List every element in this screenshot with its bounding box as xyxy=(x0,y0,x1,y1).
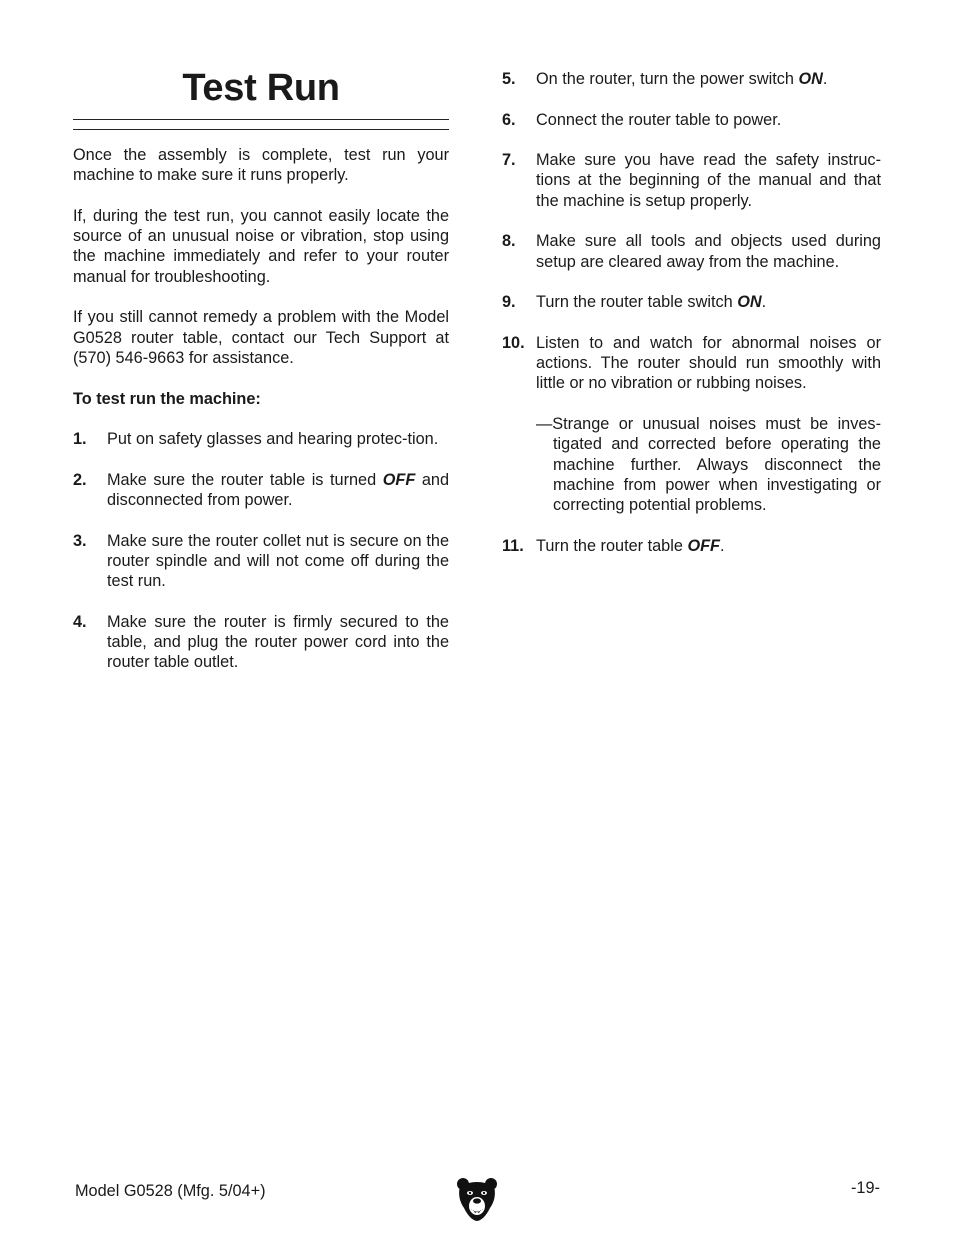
step-7 xyxy=(502,150,881,211)
step-2 xyxy=(73,470,449,511)
step-number: 6. xyxy=(502,110,516,129)
footer-model: Model G0528 (Mfg. 5/04+) xyxy=(75,1182,266,1200)
page-number: -19- xyxy=(851,1179,880,1197)
step-4 xyxy=(73,612,449,673)
step-number: 1. xyxy=(73,430,87,449)
emphasis-on: ON xyxy=(737,293,762,312)
step-6 xyxy=(502,110,881,130)
procedure-heading: To test run the machine: xyxy=(73,389,261,408)
intro-paragraph: If, during the test run, you cannot easily locate the source of an unusual noise or vibration, stop using the machine immediately and refer to your router manual for troubleshooting. xyxy=(73,206,449,286)
left-column xyxy=(73,145,449,693)
step-text: Put on safety glasses and hearing protec-tion. xyxy=(107,430,439,449)
step-number: 10. xyxy=(502,333,525,352)
emphasis-off: OFF xyxy=(382,470,416,489)
intro-paragraph: Once the assembly is complete, test run your machine to make sure it runs properly. xyxy=(73,146,449,185)
step-8 xyxy=(502,231,881,272)
step-text: On the router, turn the power switch ON. xyxy=(536,70,828,88)
step-11 xyxy=(502,536,881,556)
step-number: 3. xyxy=(73,531,87,550)
step-text: Connect the router table to power. xyxy=(536,110,782,129)
step-text: Turn the router table switch ON. xyxy=(536,293,767,312)
step-number: 9. xyxy=(502,293,516,312)
emphasis-on: ON xyxy=(798,70,823,88)
step-number: 8. xyxy=(502,232,516,251)
step-text: Make sure the router is firmly secured to the table, and plug the router power cord into the router table outlet. xyxy=(107,612,449,672)
step-number: 4. xyxy=(73,612,87,631)
step-9 xyxy=(502,292,881,312)
step-number: 11. xyxy=(502,536,524,555)
step-text: Make sure all tools and objects used during setup are cleared away from the machine. xyxy=(536,232,881,271)
step-number: 2. xyxy=(73,470,87,489)
title-rule-top xyxy=(73,119,449,120)
step-1 xyxy=(73,429,449,449)
title-rule-bottom xyxy=(73,129,449,130)
step-text: Make sure the router table is turned OFF and disconnected from power. xyxy=(107,470,449,510)
step-text: Make sure you have read the safety instruc-tions at the beginning of the manual and that the machine is setup properly. xyxy=(536,151,881,210)
step-number: 7. xyxy=(502,151,516,170)
step-number: 5. xyxy=(502,70,516,88)
step-5 xyxy=(502,69,881,89)
step-3 xyxy=(73,531,449,592)
step-text: Make sure the router collet nut is secure on the router spindle and will not come off during the test run. xyxy=(107,531,449,591)
right-column xyxy=(502,69,881,576)
step-text: Listen to and watch for abnormal noises or actions. The router should run smoothly with little or no vibration or rubbing noises. xyxy=(536,333,881,393)
step-text: Turn the router table OFF. xyxy=(536,536,725,555)
emphasis-off: OFF xyxy=(687,536,720,555)
intro-paragraph: If you still cannot remedy a problem with the Model G0528 router table, contact our Tech Support at (570) 546-9663 for assistance. xyxy=(73,308,449,367)
noise-note: —Strange or unusual noises must be inves-tigated and corrected before operating the machine further. Always disconnect the machine from power when investigating or correcting potential problems. xyxy=(536,415,881,515)
step-10 xyxy=(502,333,881,394)
bear-head-icon xyxy=(456,1176,498,1222)
page-title: Test Run xyxy=(182,67,340,109)
